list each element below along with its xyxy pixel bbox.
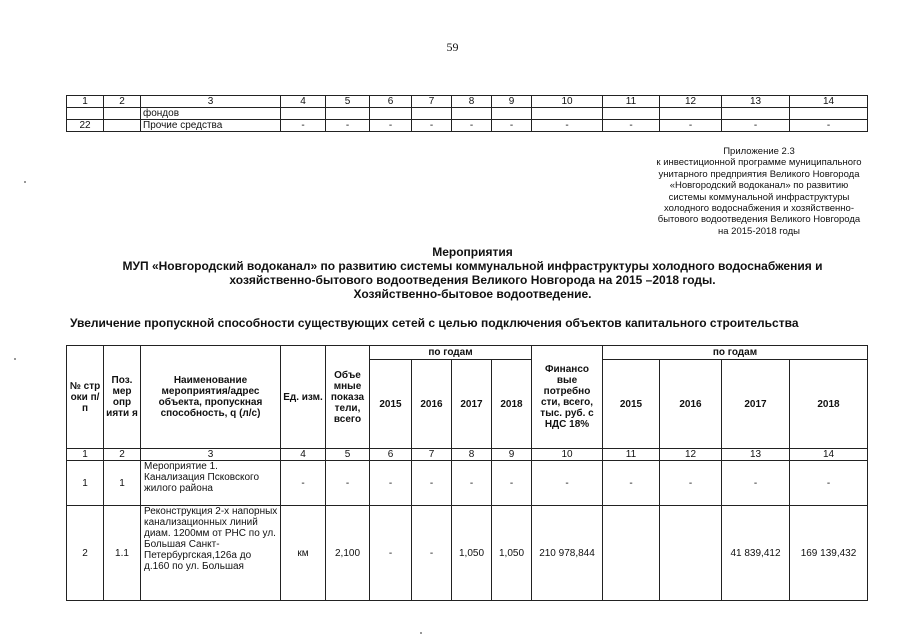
appendix-line: Приложение 2.3 xyxy=(723,146,795,157)
table-cell: - xyxy=(722,120,790,132)
title-line: Хозяйственно-бытовое водоотведение. xyxy=(353,287,592,301)
row-volume-2015: - xyxy=(370,461,412,506)
column-number: 12 xyxy=(660,449,722,461)
table-cell xyxy=(492,108,532,120)
table-cell: - xyxy=(790,120,868,132)
document-title xyxy=(40,245,905,301)
column-number: 13 xyxy=(722,449,790,461)
row-financing-2017: 41 839,412 xyxy=(722,506,790,601)
appendix-line: «Новгородский водоканал» по развитию xyxy=(669,180,849,192)
table-cell: - xyxy=(281,120,326,132)
table-cell: 2 xyxy=(104,96,141,108)
table-row xyxy=(67,461,868,506)
section-subtitle: Увеличение пропускной способности существующих сетей с целью подключения объектов капитального строительства xyxy=(70,316,799,330)
column-number: 2 xyxy=(104,449,141,461)
table-cell: - xyxy=(370,120,412,132)
appendix-line: унитарного предприятия Великого Новгорода xyxy=(658,168,860,180)
table-cell xyxy=(67,108,104,120)
scan-speck xyxy=(14,358,16,360)
title-line: МУП «Новгородский водоканал» по развитию системы коммунальной инфраструктуры холодного водоснабжения и xyxy=(122,259,823,273)
table-cell: 14 xyxy=(790,96,868,108)
table-cell: 13 xyxy=(722,96,790,108)
header-year: 2016 xyxy=(660,360,722,449)
table-cell: 11 xyxy=(603,96,660,108)
row-financing: - xyxy=(532,461,603,506)
row-financing: 210 978,844 xyxy=(532,506,603,601)
table-cell: - xyxy=(660,120,722,132)
column-number: 6 xyxy=(370,449,412,461)
header-by-years-financing: по годам xyxy=(603,346,868,360)
appendix-line: холодного водоснабжения и хозяйственно- xyxy=(664,203,854,215)
header-year: 2017 xyxy=(722,360,790,449)
row-financing-2018: 169 139,432 xyxy=(790,506,868,601)
table-cell: Прочие средства xyxy=(141,120,281,132)
table-cell: 12 xyxy=(660,96,722,108)
table-cell xyxy=(603,108,660,120)
row-name: Реконструкция 2-х напорных канализационных линий диам. 1200мм от РНС по ул. Большая Санкт-Петербургская,126а до д.160 по ул. Большая xyxy=(141,506,281,601)
table-cell: 7 xyxy=(412,96,452,108)
table-cell: - xyxy=(412,120,452,132)
row-volume-2016: - xyxy=(412,461,452,506)
table-cell: - xyxy=(532,120,603,132)
appendix-note xyxy=(620,146,898,237)
row-volume-2017: 1,050 xyxy=(452,506,492,601)
table-cell: 8 xyxy=(452,96,492,108)
scan-speck xyxy=(24,181,26,183)
table-cell xyxy=(722,108,790,120)
header-year: 2015 xyxy=(603,360,660,449)
row-volume-2018: - xyxy=(492,461,532,506)
row-volume-2016: - xyxy=(412,506,452,601)
table-cell xyxy=(104,120,141,132)
table-cell: фондов xyxy=(141,108,281,120)
table-cell xyxy=(412,108,452,120)
column-number: 5 xyxy=(326,449,370,461)
table-row xyxy=(67,120,868,132)
column-number: 10 xyxy=(532,449,603,461)
column-number: 8 xyxy=(452,449,492,461)
row-financing-2016: - xyxy=(660,461,722,506)
column-number: 1 xyxy=(67,449,104,461)
table-cell: 4 xyxy=(281,96,326,108)
row-volume-2015: - xyxy=(370,506,412,601)
row-financing-2015 xyxy=(603,506,660,601)
header-name: Наименование мероприятия/адрес объекта, пропускная способность, q (л/с) xyxy=(141,346,281,449)
header-year: 2017 xyxy=(452,360,492,449)
column-number: 3 xyxy=(141,449,281,461)
header-year: 2015 xyxy=(370,360,412,449)
table-cell: - xyxy=(326,120,370,132)
measures-table xyxy=(66,345,868,601)
scan-speck xyxy=(420,632,422,634)
row-total: - xyxy=(326,461,370,506)
page-number: 59 xyxy=(446,40,459,54)
row-financing-2015: - xyxy=(603,461,660,506)
table-cell: - xyxy=(452,120,492,132)
table-cell xyxy=(104,108,141,120)
row-volume-2018: 1,050 xyxy=(492,506,532,601)
column-numbers-row xyxy=(67,449,868,461)
row-financing-2016 xyxy=(660,506,722,601)
appendix-line: на 2015-2018 годы xyxy=(718,225,800,237)
row-position: 1 xyxy=(104,461,141,506)
header-year: 2018 xyxy=(790,360,868,449)
header-row-number: № стр оки п/п xyxy=(67,346,104,449)
table-row xyxy=(67,506,868,601)
table-cell: - xyxy=(492,120,532,132)
row-unit: км xyxy=(281,506,326,601)
table-cell: 1 xyxy=(67,96,104,108)
header-volume: Объе мные показа тели, всего xyxy=(326,346,370,449)
top-table-continuation xyxy=(66,95,868,132)
table-cell: 9 xyxy=(492,96,532,108)
header-unit: Ед. изм. xyxy=(281,346,326,449)
table-cell xyxy=(790,108,868,120)
row-number: 1 xyxy=(67,461,104,506)
column-number: 9 xyxy=(492,449,532,461)
row-name: Мероприятие 1. Канализация Псковского жилого района xyxy=(141,461,281,506)
title-line: Мероприятия xyxy=(432,245,513,259)
row-financing-2017: - xyxy=(722,461,790,506)
header-position: Поз. мер опр ияти я xyxy=(104,346,141,449)
table-cell xyxy=(532,108,603,120)
table-cell xyxy=(281,108,326,120)
table-cell: 10 xyxy=(532,96,603,108)
row-financing-2018: - xyxy=(790,461,868,506)
table-cell: 3 xyxy=(141,96,281,108)
row-unit: - xyxy=(281,461,326,506)
appendix-line: бытового водоотведения Великого Новгорода xyxy=(657,214,861,226)
table-cell: 6 xyxy=(370,96,412,108)
row-number: 2 xyxy=(67,506,104,601)
appendix-line: к инвестиционной программе муниципального xyxy=(656,157,862,169)
table-cell: 5 xyxy=(326,96,370,108)
header-by-years-volume: по годам xyxy=(370,346,532,360)
table-cell xyxy=(660,108,722,120)
row-position: 1.1 xyxy=(104,506,141,601)
column-number: 7 xyxy=(412,449,452,461)
header-financing: Финансо вые потребно сти, всего, тыс. руб. с НДС 18% xyxy=(532,346,603,449)
title-line: хозяйственно-бытового водоотведения Великого Новгорода на 2015 –2018 годы. xyxy=(229,273,716,287)
header-year: 2016 xyxy=(412,360,452,449)
table-cell xyxy=(370,108,412,120)
table-header-row xyxy=(67,96,868,108)
table-cell: 22 xyxy=(67,120,104,132)
table-cell xyxy=(326,108,370,120)
table-cell xyxy=(452,108,492,120)
table-cell: - xyxy=(603,120,660,132)
table-row xyxy=(67,108,868,120)
column-number: 11 xyxy=(603,449,660,461)
table-header-row xyxy=(67,346,868,360)
appendix-line: системы коммунальной инфраструктуры xyxy=(668,191,850,203)
column-number: 14 xyxy=(790,449,868,461)
row-total: 2,100 xyxy=(326,506,370,601)
header-year: 2018 xyxy=(492,360,532,449)
row-volume-2017: - xyxy=(452,461,492,506)
column-number: 4 xyxy=(281,449,326,461)
